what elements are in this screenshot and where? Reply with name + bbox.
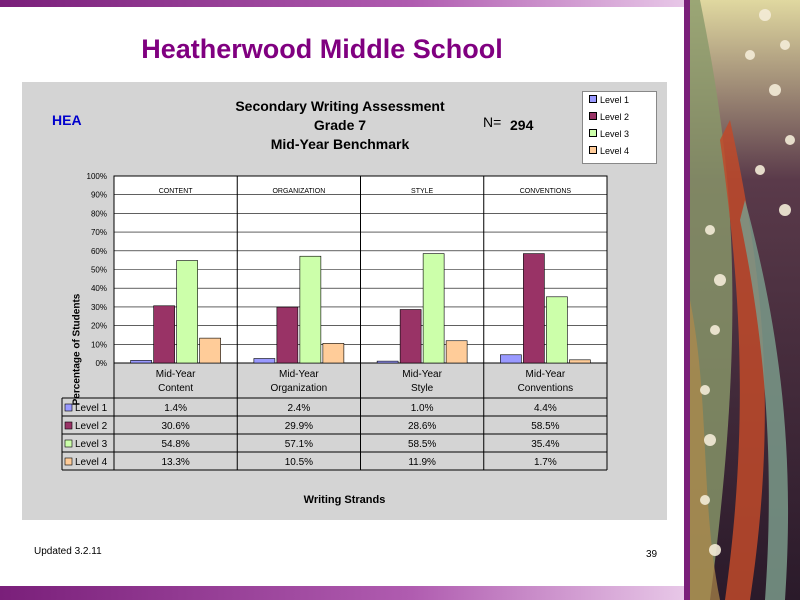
y-tick-label: 100% <box>86 172 107 181</box>
category-label: Organization <box>270 383 328 394</box>
bar <box>254 359 275 363</box>
table-cell: 1.7% <box>533 457 557 468</box>
y-tick-label: 20% <box>90 321 107 331</box>
y-axis-label: Percentage of Students <box>71 293 83 406</box>
y-tick-label: 60% <box>90 246 107 256</box>
table-cell: 58.5% <box>531 421 560 432</box>
table-cell: 57.1% <box>284 439 314 450</box>
chart-title-line: Secondary Writing Assessment <box>235 98 445 114</box>
bar <box>377 361 398 363</box>
y-tick-label: 0% <box>95 359 107 368</box>
legend-label: Level 4 <box>600 146 630 156</box>
group-header: CONVENTIONS <box>519 188 572 195</box>
table-cell: 11.9% <box>408 457 436 468</box>
bar <box>300 256 321 363</box>
table-cell: 10.5% <box>284 457 314 468</box>
school-code: HEA <box>52 112 82 128</box>
chart-panel <box>22 82 667 520</box>
y-tick-label: 80% <box>90 209 107 219</box>
category-label: Mid-Year <box>155 369 196 380</box>
table-cell: 13.3% <box>161 457 190 468</box>
table-cell: 29.9% <box>284 421 314 432</box>
category-label: Style <box>411 383 434 394</box>
table-cell: 58.5% <box>407 439 437 450</box>
bar <box>177 261 198 363</box>
category-label: Content <box>158 383 194 394</box>
group-header: STYLE <box>411 188 434 195</box>
bar <box>546 297 567 363</box>
bar <box>400 310 421 363</box>
page-number: 39 <box>646 549 658 560</box>
category-label: Mid-Year <box>525 369 566 380</box>
slide-title: Heatherwood Middle School <box>141 34 503 64</box>
n-value: 294 <box>510 117 534 133</box>
bar <box>423 254 444 363</box>
table-cell: 1.4% <box>164 403 188 414</box>
y-tick-label: 40% <box>90 284 107 294</box>
x-axis-label: Writing Strands <box>303 494 386 506</box>
category-label: Mid-Year <box>279 369 319 380</box>
table-cell: 35.4% <box>531 439 560 450</box>
y-tick-label: 90% <box>90 190 107 200</box>
bar <box>200 338 221 363</box>
bar <box>446 341 467 363</box>
table-row-label: Level 3 <box>75 439 108 450</box>
bar <box>323 343 344 363</box>
legend-label: Level 2 <box>600 112 630 122</box>
chart-title-line: Grade 7 <box>313 117 367 133</box>
decorative-side-panel <box>690 0 800 600</box>
updated-date: Updated 3.2.11 <box>34 546 102 557</box>
bar <box>500 355 521 363</box>
table-row-label: Level 1 <box>75 403 108 414</box>
category-label: Conventions <box>517 383 574 394</box>
bar <box>569 360 590 363</box>
table-cell: 54.8% <box>161 439 190 450</box>
table-legend-swatch <box>65 404 72 411</box>
legend-label: Level 1 <box>600 95 630 105</box>
table-row-label: Level 4 <box>75 457 108 468</box>
table-cell: 28.6% <box>407 421 437 432</box>
top-accent-bar <box>0 0 686 7</box>
table-row-label: Level 2 <box>75 421 108 432</box>
group-header: ORGANIZATION <box>272 188 326 195</box>
bar <box>277 307 298 363</box>
chart-title-line: Mid-Year Benchmark <box>270 136 410 152</box>
table-cell: 30.6% <box>161 421 190 432</box>
bar <box>131 360 152 363</box>
table-legend-swatch <box>65 440 72 447</box>
bottom-accent-bar <box>0 586 686 600</box>
table-cell: 2.4% <box>287 403 311 414</box>
n-label: N= <box>483 114 502 130</box>
y-tick-label: 70% <box>90 228 107 238</box>
y-tick-label: 50% <box>90 265 107 275</box>
bar <box>154 306 175 363</box>
bar-chart <box>22 82 667 520</box>
category-label: Mid-Year <box>402 369 442 380</box>
group-header: CONTENT <box>158 188 193 195</box>
y-tick-label: 30% <box>90 302 107 312</box>
y-tick-label: 10% <box>90 340 107 350</box>
table-cell: 4.4% <box>533 403 557 414</box>
bar <box>523 254 544 363</box>
table-cell: 1.0% <box>410 403 434 414</box>
table-legend-swatch <box>65 422 72 429</box>
table-legend-swatch <box>65 458 72 465</box>
legend-label: Level 3 <box>600 129 630 139</box>
